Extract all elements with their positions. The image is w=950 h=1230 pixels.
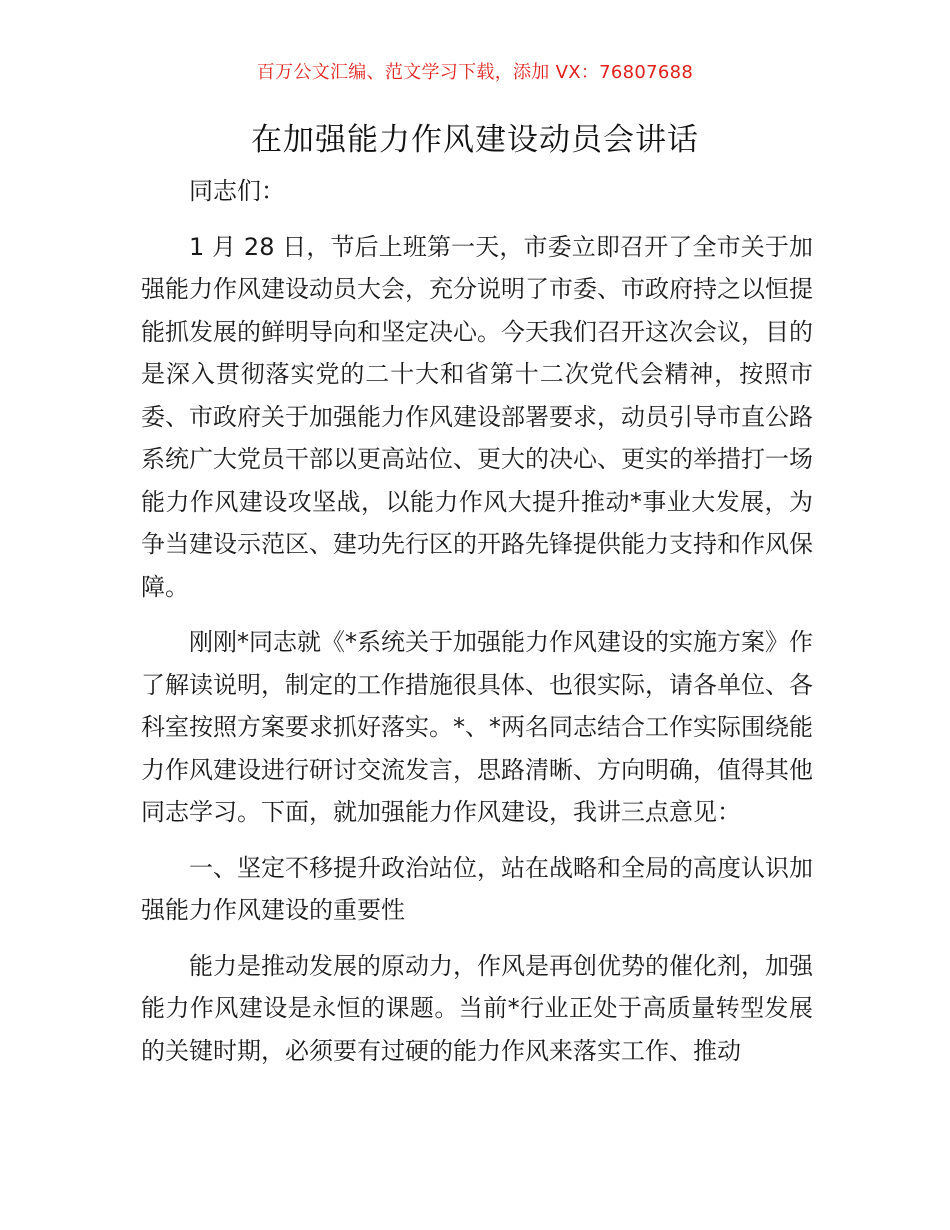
document-title: 在加强能力作风建设动员会讲话 — [251, 122, 699, 158]
paragraph: 能力是推动发展的原动力，作风是再创优势的催化剂，加强能力作风建设是永恒的课题。当前*行业正处于高质量转型发展的关键时期，必须要有过硬的能力作风来落实工作、推动 — [141, 951, 813, 1065]
promo-header: 百万公文汇编、范文学习下载，添加 VX：76807688 — [256, 62, 694, 83]
paragraph: 刚刚*同志就《*系统关于加强能力作风建设的实施方案》作了解读说明，制定的工作措施很具体、也很实际，请各单位、各科室按照方案要求抓好落实。*、*两名同志结合工作实际围绕能力作风建设进行研讨交流发言，思路清晰、方向明确，值得其他同志学习。下面，就加强能力作风建设，我讲三点意见： — [141, 628, 813, 826]
document-body — [141, 170, 813, 1072]
section-heading: 一、坚定不移提升政治站位，站在战略和全局的高度认识加强能力作风建设的重要性 — [141, 853, 813, 924]
paragraph: 1 月 28 日，节后上班第一天，市委立即召开了全市关于加强能力作风建设动员大会，充分说明了市委、市政府持之以恒提能抓发展的鲜明导向和坚定决心。今天我们召开这次会议，目的是深入贯彻落实党的二十大和省第十二次党代会精神，按照市委、市政府关于加强能力作风建设部署要求，动员引导市直公路系统广大党员干部以更高站位、更大的决心、更实的举措打一场能力作风建设攻坚战，以能力作风大提升推动*事业大发展，为争当建设示范区、建功先行区的开路先锋提供能力支持和作风保障。 — [141, 232, 813, 601]
greeting: 同志们： — [189, 177, 285, 205]
